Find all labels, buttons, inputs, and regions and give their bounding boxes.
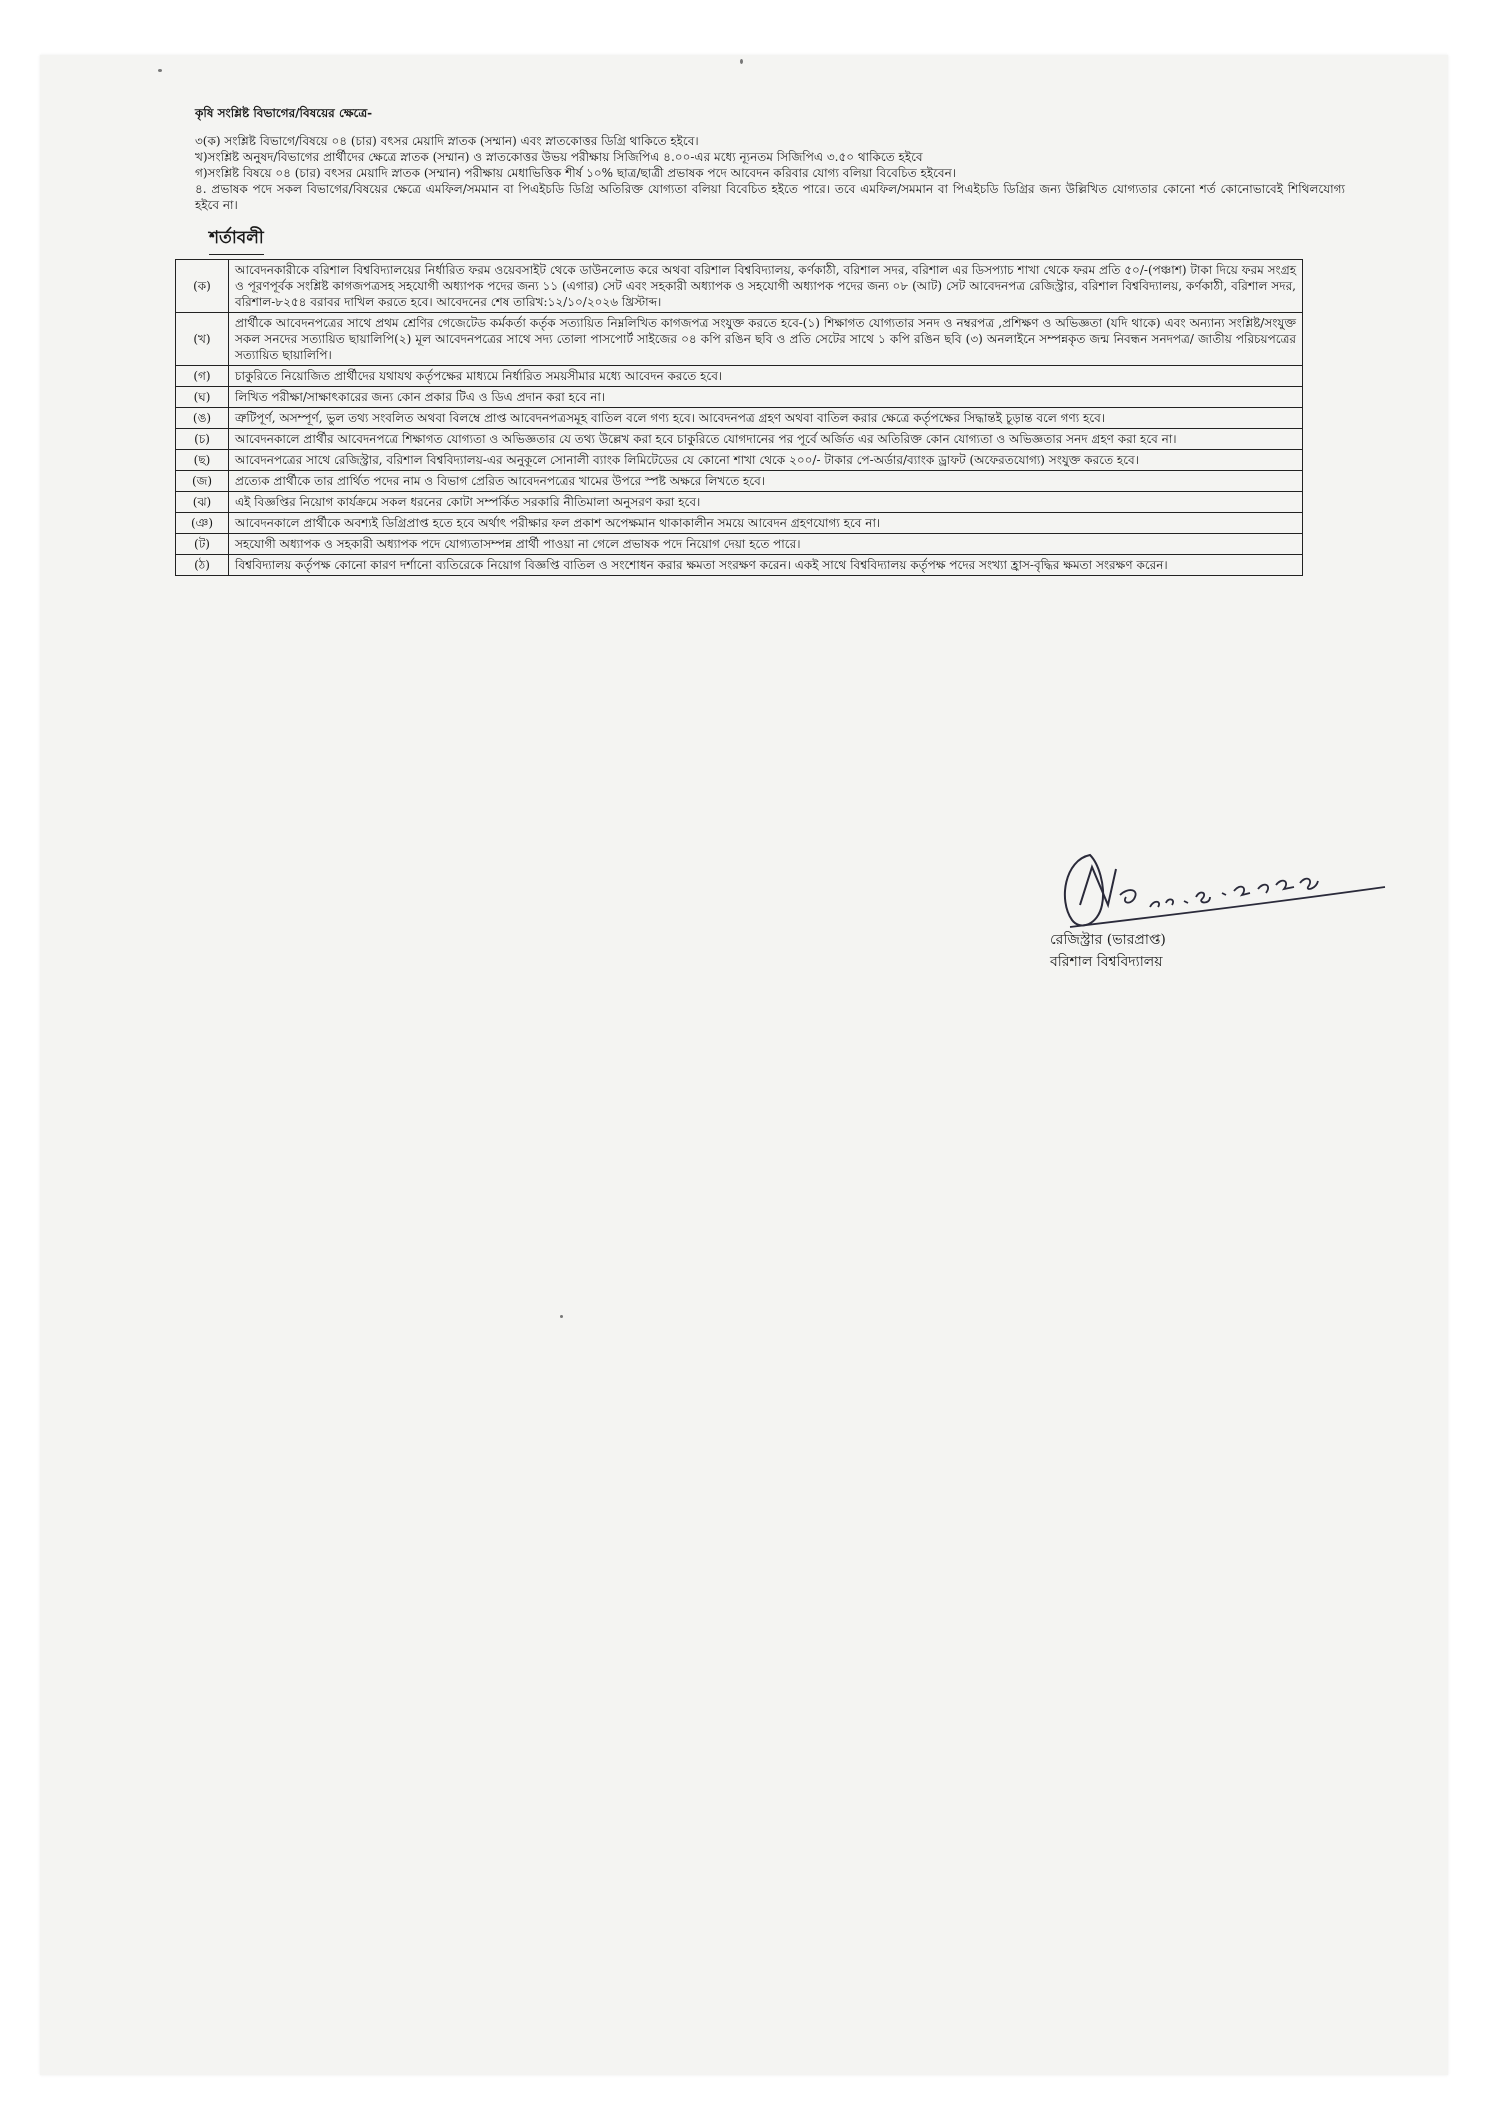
term-text: সহযোগী অধ্যাপক ও সহকারী অধ্যাপক পদে যোগ্যতাসম্পন্ন প্রার্থী পাওয়া না গেলে প্রভাষক পদে নিয়োগ দেয়া হতে পারে।	[229, 534, 1303, 555]
term-index: (ঙ)	[176, 408, 229, 429]
signatory-institution: বরিশাল বিশ্ববিদ্যালয়	[1050, 954, 1163, 970]
term-index: (ঠ)	[176, 555, 229, 576]
signature-title	[1050, 929, 1166, 973]
term-index: (চ)	[176, 429, 229, 450]
signatory-designation: রেজিস্ট্রার (ভারপ্রাপ্ত)	[1050, 932, 1166, 948]
table-row	[176, 534, 1303, 555]
term-index: (ঝ)	[176, 492, 229, 513]
term-text: ত্রুটিপূর্ণ, অসম্পূর্ণ, ভুল তথ্য সংবলিত অথবা বিলম্বে প্রাপ্ত আবেদনপত্রসমূহ বাতিল বলে গণ্য হবে। আবেদনপত্র গ্রহণ অথবা বাতিল করার ক্ষেত্রে কর্তৃপক্ষের সিদ্ধান্তই চূড়ান্ত বলে গণ্য হবে।	[229, 408, 1303, 429]
term-index: (ক)	[176, 260, 229, 313]
term-index: (জ)	[176, 471, 229, 492]
term-text: আবেদনকালে প্রার্থীকে অবশ্যই ডিগ্রিপ্রাপ্ত হতে হবে অর্থাৎ পরীক্ষার ফল প্রকাশ অপেক্ষমান থাকাকালীন সময়ে আবেদন গ্রহণযোগ্য হবে না।	[229, 513, 1303, 534]
term-index: (ছ)	[176, 450, 229, 471]
section-subheading: কৃষি সংশ্লিষ্ট বিভাগের/বিষয়ের ক্ষেত্রে-	[195, 106, 373, 120]
term-index: (ট)	[176, 534, 229, 555]
terms-table	[175, 259, 1303, 576]
term-text: আবেদনকালে প্রার্থীর আবেদনপত্রে শিক্ষাগত যোগ্যতা ও অভিজ্ঞতার যে তথ্য উল্লেখ করা হবে চাকুরিতে যোগদানের পর পূর্বে অর্জিত এর অতিরিক্ত কোন যোগ্যতা ও অভিজ্ঞতার সনদ গ্রহণ করা হবে না।	[229, 429, 1303, 450]
term-text: লিখিত পরীক্ষা/সাক্ষাৎকারের জন্য কোন প্রকার টিএ ও ডিএ প্রদান করা হবে না।	[229, 387, 1303, 408]
term-text: আবেদনকারীকে বরিশাল বিশ্ববিদ্যালয়ের নির্ধারিত ফরম ওয়েবসাইট থেকে ডাউনলোড করে অথবা বরিশাল বিশ্ববিদ্যালয়, কর্ণকাঠী, বরিশাল সদর, বরিশাল এর ডিসপ্যাচ শাখা থেকে ফরম প্রতি ৫০/-(পঞ্চাশ) টাকা দিয়ে ফরম সংগ্রহ ও পূরণপূর্বক সংশ্লিষ্ট কাগজপত্রসহ সহযোগী অধ্যাপক পদের জন্য ১১ (এগার) সেট এবং সহকারী অধ্যাপক ও সহযোগী অধ্যাপক পদের জন্য ০৮ (আট) সেট আবেদনপত্র রেজিস্ট্রার, বরিশাল বিশ্ববিদ্যালয়, কর্ণকাঠী, বরিশাল সদর, বরিশাল-৮২৫৪ বরাবর দাখিল করতে হবে। আবেদনের শেষ তারিখ:১২/১০/২০২৬ খ্রিস্টাব্দ।	[229, 260, 1303, 313]
scan-speck	[740, 59, 743, 64]
term-text: চাকুরিতে নিয়োজিত প্রার্থীদের যথাযথ কর্তৃপক্ষের মাধ্যমে নির্ধারিত সময়সীমার মধ্যে আবেদন করতে হবে।	[229, 366, 1303, 387]
scan-speck	[560, 1315, 563, 1318]
table-row	[176, 492, 1303, 513]
table-row	[176, 471, 1303, 492]
term-index: (ঘ)	[176, 387, 229, 408]
requirement-line: গ)সংশ্লিষ্ট বিষয়ে ০৪ (চার) বৎসর মেয়াদি স্নাতক (সম্মান) পরীক্ষায় মেধাভিত্তিক শীর্ষ ১০% ছাত্র/ছাত্রী প্রভাষক পদে আবেদন করিবার যোগ্য বলিয়া বিবেচিত হইবেন।	[195, 166, 957, 180]
term-index: (খ)	[176, 313, 229, 366]
terms-heading: শর্তাবলী	[209, 225, 264, 255]
term-text: বিশ্ববিদ্যালয় কর্তৃপক্ষ কোনো কারণ দর্শানো ব্যতিরেকে নিয়োগ বিজ্ঞপ্তি বাতিল ও সংশোধন করার ক্ষমতা সংরক্ষণ করেন। একই সাথে বিশ্ববিদ্যালয় কর্তৃপক্ষ পদের সংখ্যা হ্রাস-বৃদ্ধির ক্ষমতা সংরক্ষণ করেন।	[229, 555, 1303, 576]
term-index: (গ)	[176, 366, 229, 387]
term-text: প্রত্যেক প্রার্থীকে তার প্রার্থিত পদের নাম ও বিভাগ প্রেরিত আবেদনপত্রের খামের উপরে স্পষ্ট অক্ষরে লিখতে হবে।	[229, 471, 1303, 492]
table-row	[176, 555, 1303, 576]
table-row	[176, 313, 1303, 366]
table-row	[176, 387, 1303, 408]
table-row	[176, 366, 1303, 387]
signature-block	[1050, 845, 1390, 985]
table-row	[176, 450, 1303, 471]
term-text: আবেদনপত্রের সাথে রেজিস্ট্রার, বরিশাল বিশ্ববিদ্যালয়-এর অনুকূলে সোনালী ব্যাংক লিমিটেডের যে কোনো শাখা থেকে ২০০/- টাকার পে-অর্ডার/ব্যাংক ড্রাফট (অফেরতযোগ্য) সংযুক্ত করতে হবে।	[229, 450, 1303, 471]
handwritten-signature	[1050, 845, 1390, 935]
term-text: প্রার্থীকে আবেদনপত্রের সাথে প্রথম শ্রেণির গেজেটেড কর্মকর্তা কর্তৃক সত্যায়িত নিম্নলিখিত কাগজপত্র সংযুক্ত করতে হবে-(১) শিক্ষাগত যোগ্যতার সনদ ও নম্বরপত্র ,প্রশিক্ষণ ও অভিজ্ঞতা (যদি থাকে) এবং অন্যান্য সংশ্লিষ্ট/সংযুক্ত সকল সনদের সত্যায়িত ছায়ালিপি(২) মূল আবেদনপত্রের সাথে সদ্য তোলা পাসপোর্ট সাইজের ০৪ কপি রঙিন ছবি ও প্রতি সেটের সাথে ১ কপি রঙিন ছবি (৩) অনলাইনে সম্পন্নকৃত জন্ম নিবন্ধন সনদপত্র/ জাতীয় পরিচয়পত্রের সত্যায়িত ছায়ালিপি।	[229, 313, 1303, 366]
requirement-line: ৪. প্রভাষক পদে সকল বিভাগের/বিষয়ের ক্ষেত্রে এমফিল/সমমান বা পিএইচডি ডিগ্রি অতিরিক্ত যোগ্যতা বলিয়া বিবেচিত হইতে পারে। তবে এমফিল/সমমান বা পিএইচডি ডিগ্রির জন্য উল্লিখিত যোগ্যতার কোনো শর্ত কোনোভাবেই শিথিলযোগ্য হইবে না।	[195, 182, 1345, 212]
requirement-line: খ)সংশ্লিষ্ট অনুষদ/বিভাগের প্রার্থীদের ক্ষেত্রে স্নাতক (সম্মান) ও স্নাতকোত্তর উভয় পরীক্ষায় সিজিপিএ ৪.০০-এর মধ্যে ন্যূনতম সিজিপিএ ৩.৫০ থাকিতে হইবে	[195, 150, 923, 164]
table-row	[176, 260, 1303, 313]
document-page	[40, 55, 1448, 2075]
term-text: এই বিজ্ঞপ্তির নিয়োগ কার্যক্রমে সকল ধরনের কোটা সম্পর্কিত সরকারি নীতিমালা অনুসরণ করা হবে।	[229, 492, 1303, 513]
requirement-line: ৩(ক) সংশ্লিষ্ট বিভাগে/বিষয়ে ০৪ (চার) বৎসর মেয়াদি স্নাতক (সম্মান) এবং স্নাতকোত্তর ডিগ্রি থাকিতে হইবে।	[195, 134, 699, 148]
scan-speck	[158, 69, 162, 72]
table-row	[176, 408, 1303, 429]
document-content	[190, 105, 1345, 576]
table-row	[176, 429, 1303, 450]
table-row	[176, 513, 1303, 534]
term-index: (ঞ)	[176, 513, 229, 534]
